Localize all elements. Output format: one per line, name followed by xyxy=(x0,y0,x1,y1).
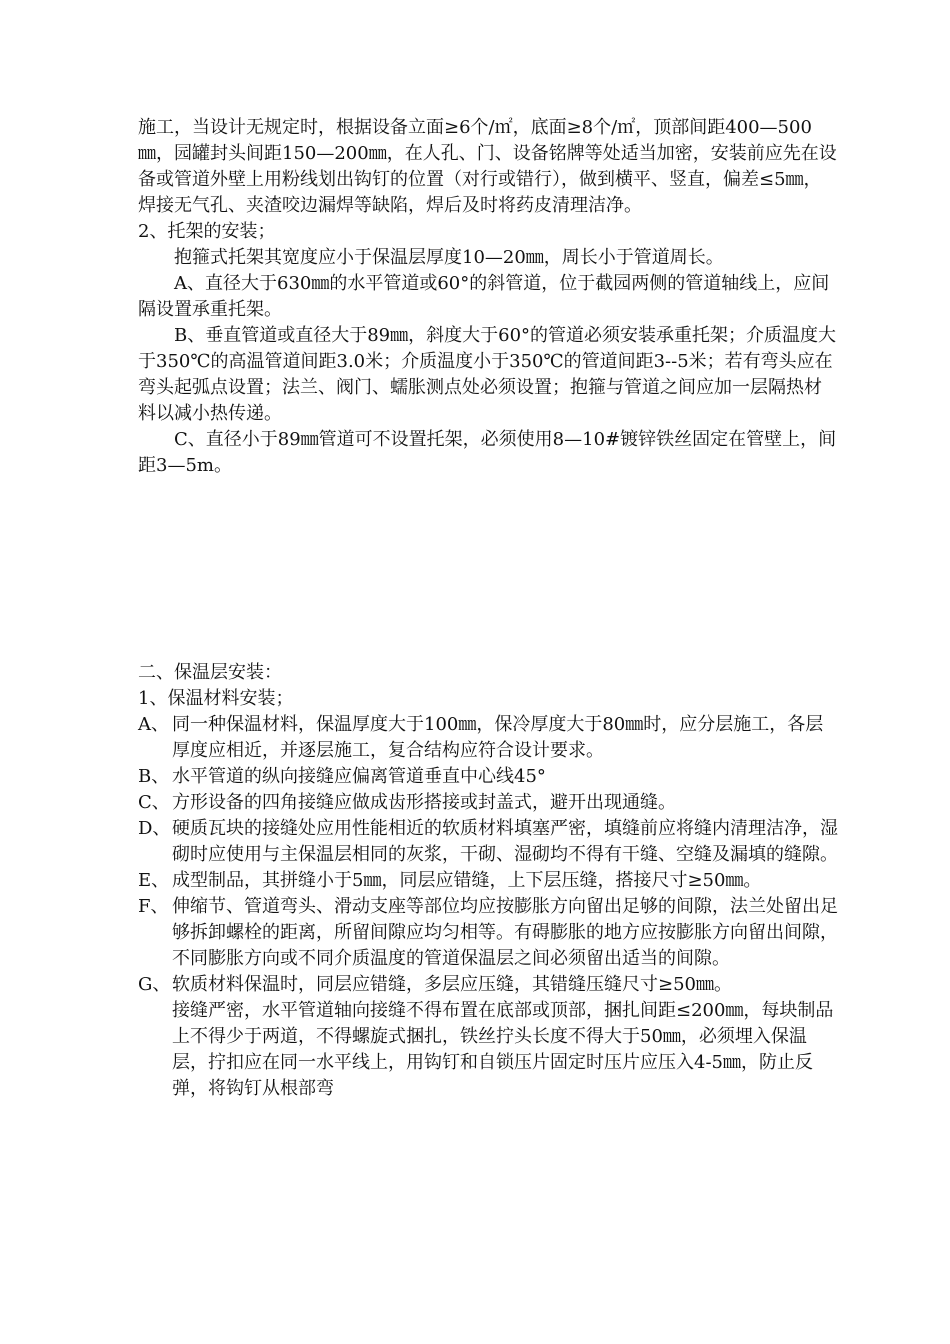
list-item-text: 水平管道的纵向接缝应偏离管道垂直中心线45° xyxy=(172,766,546,787)
paragraph-hoop-bracket: 抱箍式托架其宽度应小于保温层厚度10—20㎜，周长小于管道周长。 xyxy=(174,247,724,268)
list-item-label: F、 xyxy=(138,896,169,917)
paragraph-item-a: A、直径大于630㎜的水平管道或60°的斜管道，位于截园两侧的管道轴线上，应间隔设置承重托架。 xyxy=(138,273,830,320)
list-item-label: D、 xyxy=(138,818,171,839)
list-item-label: E、 xyxy=(138,870,170,891)
subsection-heading: 1、保温材料安装； xyxy=(138,688,294,709)
list-item-text: 方形设备的四角接缝应做成齿形搭接或封盖式，避开出现通缝。 xyxy=(172,792,676,813)
list-item-text: 硬质瓦块的接缝处应用性能相近的软质材料填塞严密，填缝前应将缝内清理洁净，湿砌时应使用与主保温层相同的灰浆，干砌、湿砌均不得有干缝、空缝及漏填的缝隙。 xyxy=(172,818,838,865)
paragraph-item-c: C、直径小于89㎜管道可不设置托架，必须使用8—10#镀锌铁丝固定在管壁上，间距3—5m。 xyxy=(138,429,837,476)
section-heading: 二、保温层安装： xyxy=(138,662,282,683)
list-item-label: G、 xyxy=(138,974,171,995)
list-item xyxy=(138,764,838,790)
list-item xyxy=(138,972,838,998)
list-item-text: 同一种保温材料，保温厚度大于100㎜，保冷厚度大于80㎜时，应分层施工，各层厚度应相近，并逐层施工，复合结构应符合设计要求。 xyxy=(172,714,824,761)
list-item xyxy=(138,712,838,764)
list-item-text: 伸缩节、管道弯头、滑动支座等部位均应按膨胀方向留出足够的间隙，法兰处留出足够拆卸螺栓的距离，所留间隙应均匀相等。有碍膨胀的地方应按膨胀方向留出间隙，不同膨胀方向或不同介质温度的管道保温层之间必须留出适当的间隙。 xyxy=(172,896,838,969)
bottom-section xyxy=(138,660,838,1102)
list-item xyxy=(138,816,838,868)
paragraph-hook-nails: 施工，当设计无规定时，根据设备立面≥6个/㎡，底面≥8个/㎡，顶部间距400—500㎜，园罐封头间距150—200㎜，在人孔、门、设备铭牌等处适当加密，安装前应先在设备或管道外壁上用粉线划出钩钉的位置（对行或错行），做到横平、竖直，偏差≤5㎜，焊接无气孔、夹渣咬边漏焊等缺陷，焊后及时将药皮清理洁净。 xyxy=(138,117,837,216)
list-item-label: A、 xyxy=(138,714,169,735)
list-item xyxy=(138,790,838,816)
list-item-label: C、 xyxy=(138,792,170,813)
paragraph-continuation: 接缝严密，水平管道轴向接缝不得布置在底部或顶部，捆扎间距≤200㎜，每块制品上不得少于两道，不得螺旋式捆扎，铁丝拧头长度不得大于50㎜，必须埋入保温层，拧扣应在同一水平线上，用钩钉和自锁压片固定时压片应压入4-5㎜，防止反弹，将钩钉从根部弯 xyxy=(172,1000,834,1099)
heading-bracket-install: 2、托架的安装； xyxy=(138,221,276,242)
list-item-text: 软质材料保温时，同层应错缝，多层应压缝，其错缝压缝尺寸≥50㎜。 xyxy=(172,974,732,995)
top-section xyxy=(138,115,838,479)
list-item xyxy=(138,868,838,894)
list-item-text: 成型制品，其拼缝小于5㎜，同层应错缝，上下层压缝，搭接尺寸≥50㎜。 xyxy=(172,870,762,891)
list-item xyxy=(138,894,838,972)
paragraph-item-b: B、垂直管道或直径大于89㎜，斜度大于60°的管道必须安装承重托架；介质温度大于350℃的高温管道间距3.0米；介质温度小于350℃的管道间距3--5米；若有弯头应在弯头起弧点设置；法兰、阀门、蠕胀测点处必须设置；抱箍与管道之间应加一层隔热材料以减小热传递。 xyxy=(138,325,837,424)
list-item-label: B、 xyxy=(138,766,170,787)
